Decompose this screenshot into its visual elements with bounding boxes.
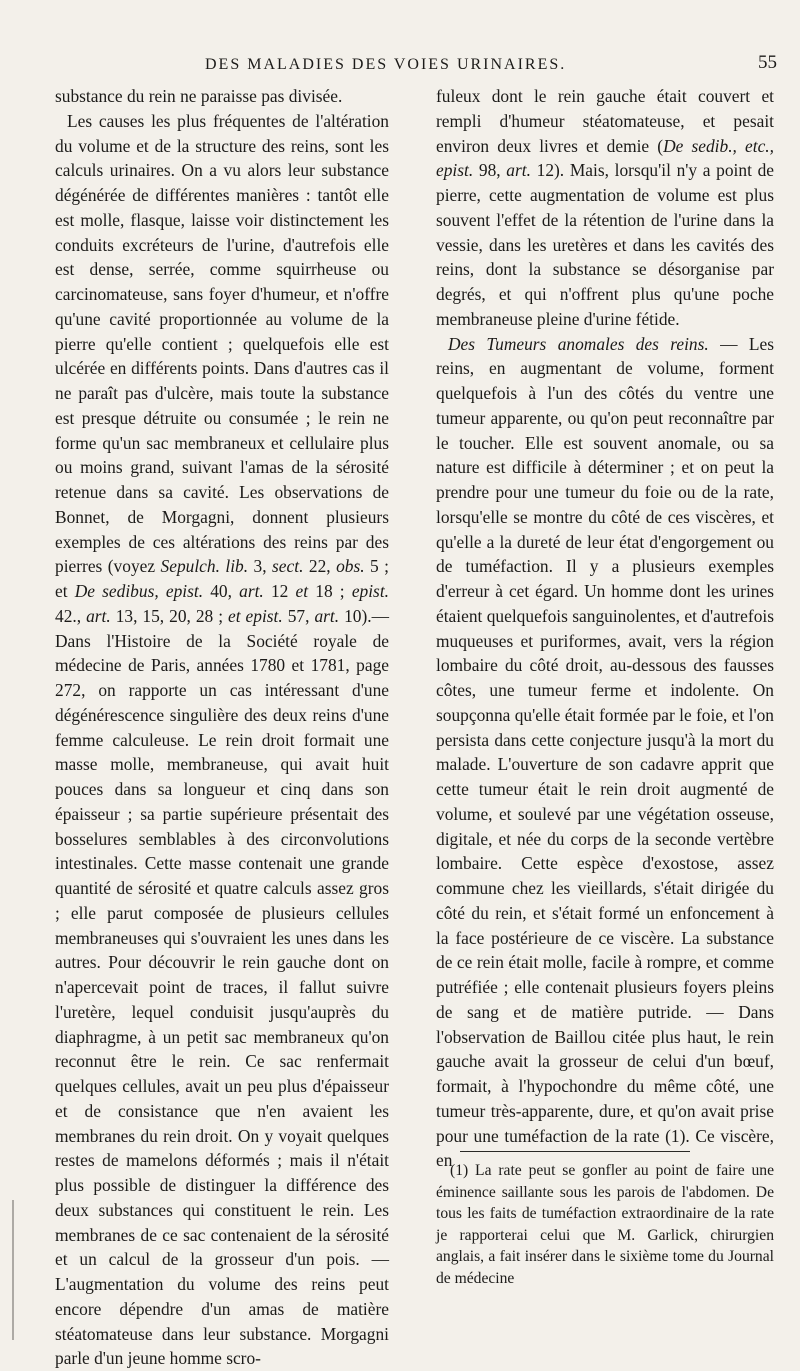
text-run: 40, (203, 581, 240, 601)
page-number: 55 (758, 52, 777, 73)
text-run: Les causes les plus fréquentes de l'altération du volume et de la structure des reins, sont les calculs urinaires. On a vu alors leur substance dégénérée de différentes manières : tantôt elle est molle, flasque, laisse voir distinctement les conduits excréteurs de l'urine, d'autrefois elle est dense, serrée, comme squirrheuse ou carcinomateuse, sans foyer d'humeur, et n'offre qu'une cavité proportionnée au volume de la pierre qu'elle contient ; quelquefois elle est ulcérée en différents points. Dans d'autres cas il ne paraît pas d'ulcère, mais toute la substance est presque détruite ou consumée ; le rein ne forme qu'un sac membraneux et cellulaire plus ou moins grand, suivant l'amas de la sérosité retenue dans sa cavité. Les observations de Bonnet, de Morgagni, donnent plusieurs exemples de ces altérations des reins par des pierres (voyez (55, 110, 389, 577)
running-header (0, 52, 800, 78)
citation: obs. (336, 556, 365, 577)
text-run: 22, (303, 556, 337, 577)
text-run: 98, (473, 160, 507, 181)
paragraph (436, 84, 774, 332)
footnote-text: (1) La rate peut se gonfler au point de faire une éminence saillante sous les parois de l'abdomen. De tous les faits de tuméfaction extraordinaire de la rate je rapporterai celui que M. Garlick, chirurgien anglais, a fait insérer dans le sixième tome du Journal de médecine (436, 1162, 774, 1287)
text-run: 12). Mais, lorsqu'il n'y a point de pierre, cette augmentation de volume est plus souvent l'effet de la rétention de l'urine dans la vessie, dans les uretères et dans les cavités des reins, dont la substance se désorganise par degrés, et qui n'offrent plus qu'une poche membraneuse pleine d'urine fétide. (436, 160, 774, 329)
paragraph (55, 109, 389, 1371)
citation: sect. (272, 556, 304, 577)
left-column (55, 84, 389, 1371)
citation: art. (314, 605, 340, 626)
text-run: — Les reins, en augmentant de volume, forment quelquefois à l'un des côtés du ventre une tumeur apparente, ou qu'on peut reconnaître par le toucher. Elle est souvent anomale, ou sa nature est difficile à déterminer ; et on peut la prendre pour une tumeur du foie ou de la rate, lorsqu'elle se montre du côté de ces viscères, et qu'elle a la dureté de leur état d'engorgement ou de tuméfaction. Il y a plusieurs exemples d'erreur à cet égard. Un homme dont les urines étaient quelquefois sanguinolentes, et d'autrefois muqueuses et puriformes, avait, vers la région lombaire du côté droit, au-dessous des fausses côtes, une tumeur ferme et indolente. On soupçonna qu'elle était formée par le foie, et l'on persista dans cette conjecture jusqu'à la mort du malade. L'ouverture de son cadavre apprit que cette tumeur était le rein droit augmenté de volume, et soulevé par une végétation osseuse, digitale, et née du corps de la seconde vertèbre lombaire. Cette espèce d'exostose, assez commune chez les vieillards, s'était dirigée du côté du rein, et s'était formé un enfoncement à la face postérieure de ce viscère. La substance de ce rein était molle, facile à rompre, et comme putréfiée ; elle contenait plusieurs foyers pleins de sang et de matière putride. — Dans l'observation de Baillou citée plus haut, le rein gauche avait la grosseur de celui d'un bœuf, formait, à l'hypochondre du même côté, une tumeur très-apparente, dure, et qu'on avait prise pour une tuméfaction de la rate (1). Ce viscère, en (436, 333, 775, 1171)
text-run: 18 ; (308, 581, 352, 601)
citation: Sepulch. lib. (160, 556, 249, 577)
text-run: 12 (263, 581, 296, 601)
text-run: fuleux dont le rein gauche était couvert et rempli d'humeur stéatomateuse, et pesait environ deux livres et demie ( (436, 86, 774, 156)
text-run: 13, 15, 20, 28 ; (110, 605, 229, 626)
text-run: 42., (55, 605, 87, 626)
footnote (436, 1160, 774, 1289)
citation: art. (86, 605, 111, 626)
citation: et epist. (228, 605, 283, 626)
citation: art. (239, 581, 264, 601)
page-edge-shadow (12, 1200, 14, 1340)
text-run: 57, (282, 605, 315, 626)
citation: art. (506, 160, 531, 181)
citation: et (295, 581, 309, 601)
citation: De sedibus, epist. (74, 581, 204, 601)
paragraph: substance du rein ne paraisse pas divisée. (55, 86, 343, 106)
text-run: 3, (248, 556, 273, 577)
text-run: 10).— Dans l'Histoire de la Société royale de médecine de Paris, années 1780 et 1781, page 272, on rapporte un cas intéressant d'une dégénérescence singulière des deux reins d'une femme calculeuse. Le rein droit formait une masse molle, membraneuse, qui avait huit pouces dans sa longueur et cinq dans son épaisseur ; sa partie supérieure présentait des bosselures semblables à des circonvolutions intestinales. Cette masse contenait une grande quantité de sérosité et quatre calculs assez gros ; elle parut composée de plusieurs cellules membraneuses qui s'ouvraient les unes dans les autres. Pour découvrir le rein gauche dont on n'apercevait point de traces, il fallut suivre l'uretère, lequel conduisit jusqu'auprès du diaphragme, à un petit sac membraneux qu'on reconnut être le rein. Ce sac renfermait quelques cellules, avait un peu plus d'épaisseur et de consistance que n'en avaient les membranes du rein droit. On y voyait quelques restes de mamelons déformés ; mais il n'était plus possible de distinguer la différence des deux substances qui constituent le rein. Les membranes de ce sac contenaient de la sérosité et un calcul de la grosseur d'un pois. — L'augmentation du volume des reins peut encore dépendre d'un amas de matière stéatomateuse dans leur substance. Morgagni parle d'un jeune homme scro- (55, 605, 390, 1369)
citation: epist. (351, 581, 390, 601)
footnote-rule (460, 1151, 690, 1152)
right-column (436, 84, 774, 1173)
paragraph (436, 332, 774, 1174)
running-title: DES MALADIES DES VOIES URINAIRES. (205, 56, 567, 73)
section-heading: Des Tumeurs anomales des reins. (448, 333, 709, 354)
citation: De sedib., etc., epist. (436, 135, 774, 181)
text-run: 5 ; et (55, 556, 389, 601)
